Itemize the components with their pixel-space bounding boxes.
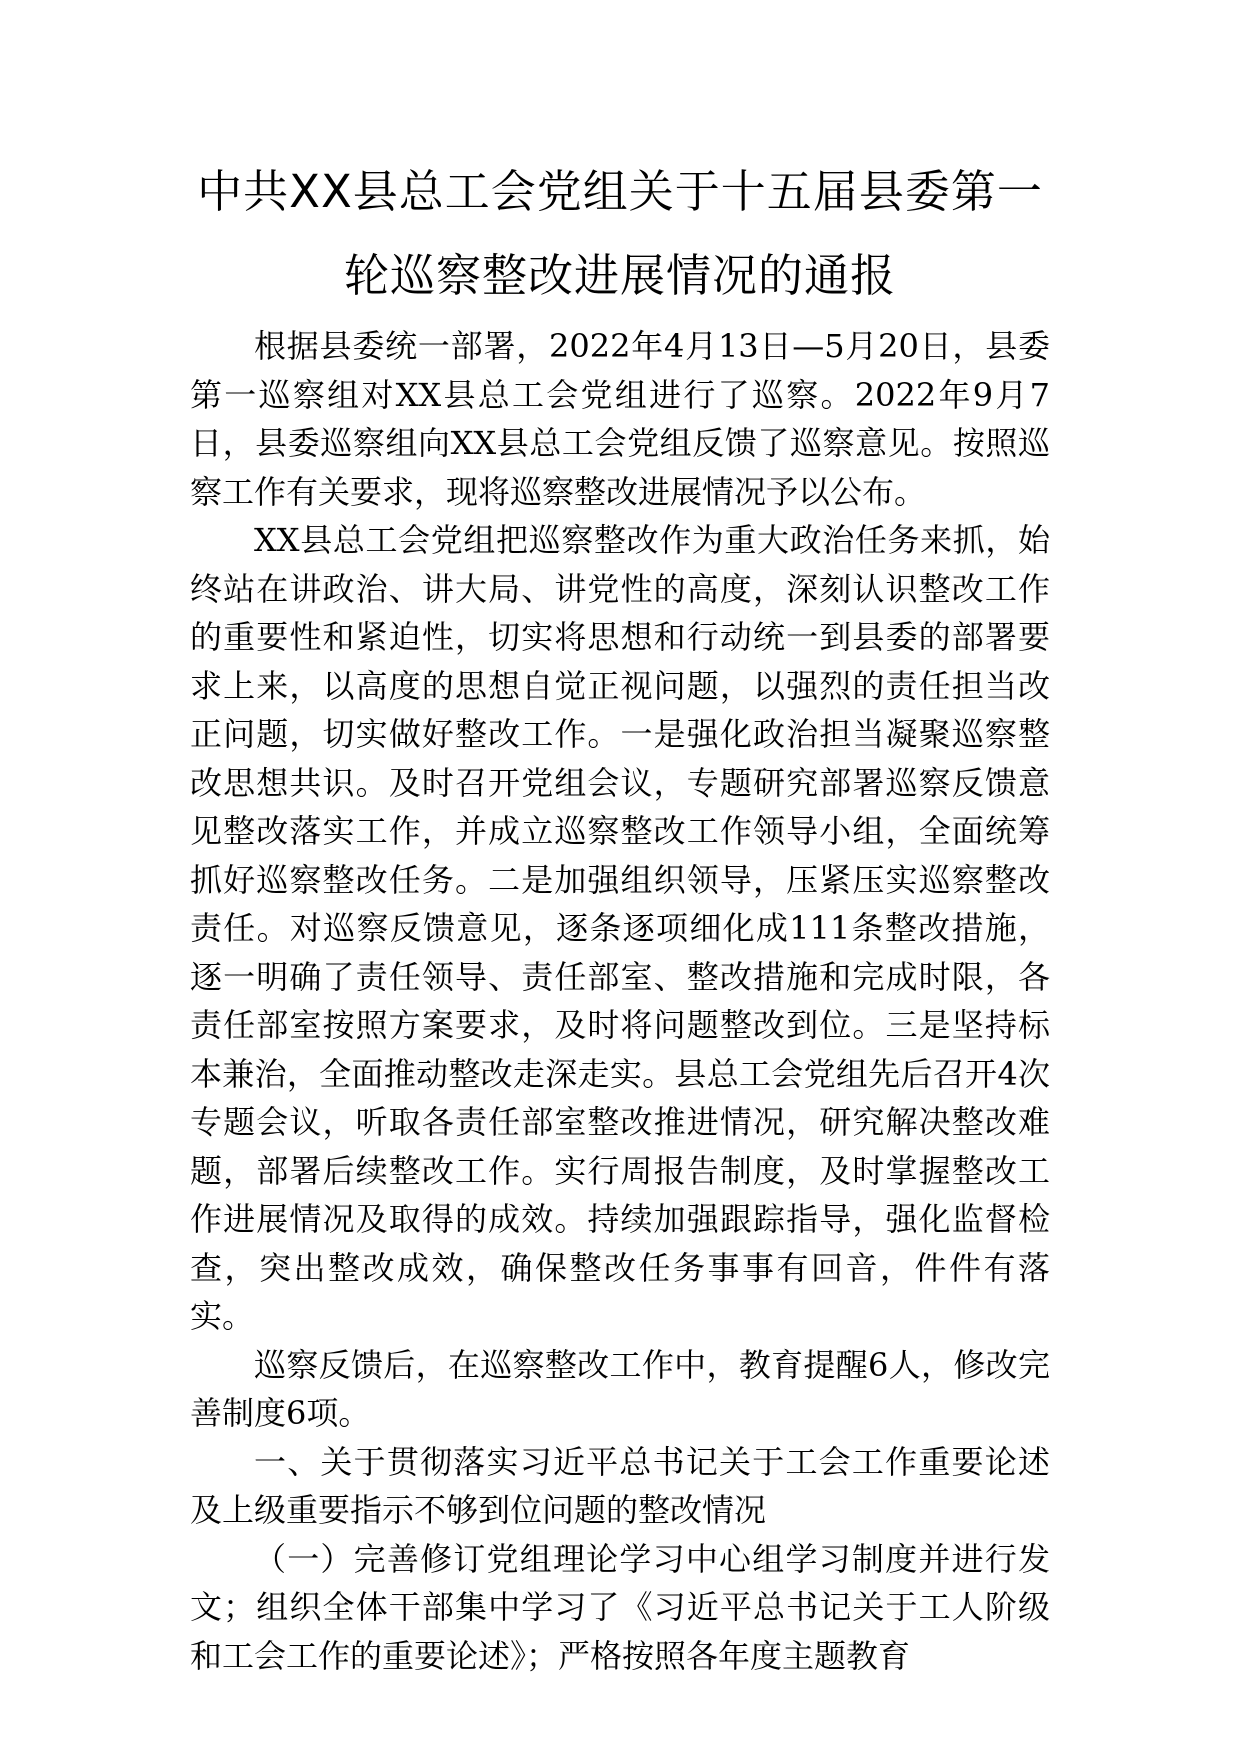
document-page (190, 150, 1050, 1680)
section-heading-1: 一、关于贯彻落实习近平总书记关于工会工作重要论述及上级重要指示不够到位问题的整改情况 (190, 1442, 1050, 1529)
document-body (190, 322, 1050, 1680)
paragraph-summary: 巡察反馈后，在巡察整改工作中，教育提醒6人，修改完善制度6项。 (190, 1345, 1050, 1432)
title-line-2: 轮巡察整改进展情况的通报 (343, 249, 896, 302)
paragraph-intro: 根据县委统一部署，2022年4月13日—5月20日，县委第一巡察组对XX县总工会党组进行了巡察。2022年9月7日，县委巡察组向XX县总工会党组反馈了巡察意见。按照巡察工作有关要求，现将巡察整改进展情况予以公布。 (190, 327, 1050, 511)
paragraph-section-1-item-1: （一）完善修订党组理论学习中心组学习制度并进行发文；组织全体干部集中学习了《习近平总书记关于工人阶级和工会工作的重要论述》；严格按照各年度主题教育 (190, 1539, 1050, 1675)
title-line-1: 中共XX县总工会党组关于十五届县委第一 (197, 165, 1043, 218)
document-title (190, 150, 1050, 318)
paragraph-overview: XX县总工会党组把巡察整改作为重大政治任务来抓，始终站在讲政治、讲大局、讲党性的高度，深刻认识整改工作的重要性和紧迫性，切实将思想和行动统一到县委的部署要求上来，以高度的思想自觉正视问题，以强烈的责任担当改正问题，切实做好整改工作。一是强化政治担当凝聚巡察整改思想共识。及时召开党组会议，专题研究部署巡察反馈意见整改落实工作，并成立巡察整改工作领导小组，全面统筹抓好巡察整改任务。二是加强组织领导，压紧压实巡察整改责任。对巡察反馈意见，逐条逐项细化成111条整改措施，逐一明确了责任领导、责任部室、整改措施和完成时限，各责任部室按照方案要求，及时将问题整改到位。三是坚持标本兼治，全面推动整改走深走实。县总工会党组先后召开4次专题会议，听取各责任部室整改推进情况，研究解决整改难题，部署后续整改工作。实行周报告制度，及时掌握整改工作进展情况及取得的成效。持续加强跟踪指导，强化监督检查，突出整改成效，确保整改任务事事有回音，件件有落实。 (190, 521, 1050, 1335)
